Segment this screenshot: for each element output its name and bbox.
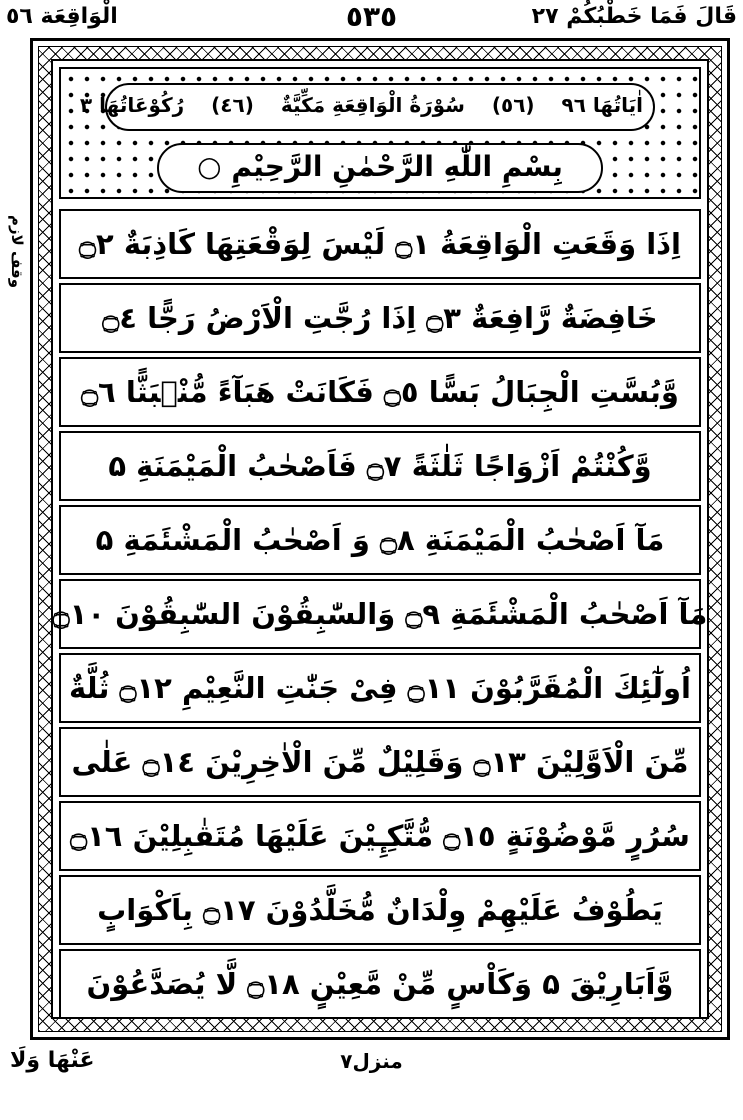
verse-line: مَآ اَصْحٰبُ الْمَشْئَمَةِ ۝٩ وَالسّٰبِقُوْنَ السّٰبِقُوْنَ ۝١٠ xyxy=(59,579,701,649)
verse-line: وَّاَبَارِيْقَ ۵ وَكَاْسٍ مِّنْ مَّعِيْنٍ ۝١٨ لَّا يُصَدَّعُوْنَ xyxy=(59,949,701,1019)
surah-title: سُوْرَةُ الْوَاقِعَةِ مَكِّيَّةٌ xyxy=(280,93,465,117)
ruku-count: رُكُوْعَاتُهَا ٣ xyxy=(79,93,185,117)
verse-line: مَآ اَصْحٰبُ الْمَيْمَنَةِ ۝٨ وَ اَصْحٰبُ الْمَشْئَمَةِ ۵ xyxy=(59,505,701,575)
surah-header-panel xyxy=(59,67,701,199)
verse-line: اُولٰٓئِكَ الْمُقَرَّبُوْنَ ۝١١ فِىْ جَنّٰتِ النَّعِيْمِ ۝١٢ ثُلَّةٌ xyxy=(59,653,701,723)
juz-title: قَالَ فَمَا خَطْبُكُمْ ٢٧ xyxy=(531,4,737,29)
surah-number: (٥٦) xyxy=(491,93,535,117)
surah-name-header: الْوَاقِعَة ٥٦ xyxy=(6,4,118,29)
waqf-note: وقف لازم xyxy=(8,215,26,289)
manzil-label: منزل٧ xyxy=(340,1049,403,1073)
verse-line: خَافِضَةٌ رَّافِعَةٌ ۝٣ اِذَا رُجَّتِ الْاَرْضُ رَجًّا ۝٤ xyxy=(59,283,701,353)
verse-line: وَّكُنْتُمْ اَزْوَاجًا ثَلٰثَةً ۝٧ فَاَصْحٰبُ الْمَيْمَنَةِ ۵ xyxy=(59,431,701,501)
ornamental-border xyxy=(38,46,722,1032)
text-area xyxy=(51,59,709,1019)
basmala: بِسْمِ اللّٰهِ الرَّحْمٰنِ الرَّحِيْمِ ○ xyxy=(157,143,603,193)
page-number: ٥٣٥ xyxy=(345,0,398,33)
surah-title-band xyxy=(79,83,655,131)
verse-line: سُرُرٍ مَّوْضُوْنَةٍ ۝١٥ مُّتَّكِـِٕيْنَ عَلَيْهَا مُتَقٰبِلِيْنَ ۝١٦ xyxy=(59,801,701,871)
verse-line: وَّبُسَّتِ الْجِبَالُ بَسًّا ۝٥ فَكَانَتْ هَبَآءً مُّنْۢبَثًّا ۝٦ xyxy=(59,357,701,427)
verse-line: مِّنَ الْاَوَّلِيْنَ ۝١٣ وَقَلِيْلٌ مِّنَ الْاٰخِرِيْنَ ۝١٤ عَلٰى xyxy=(59,727,701,797)
verse-line: يَطُوْفُ عَلَيْهِمْ وِلْدَانٌ مُّخَلَّدُوْنَ ۝١٧ بِاَكْوَابٍ xyxy=(59,875,701,945)
verse-line: اِذَا وَقَعَتِ الْوَاقِعَةُ ۝١ لَيْسَ لِوَقْعَتِهَا كَاذِبَةٌ ۝٢ xyxy=(59,209,701,279)
catchword: عَنْهَا وَلَا xyxy=(10,1048,95,1073)
revelation-order: (٤٦) xyxy=(211,93,254,117)
ayat-count: اٰيَاتُهَا ٩٦ xyxy=(561,93,643,117)
